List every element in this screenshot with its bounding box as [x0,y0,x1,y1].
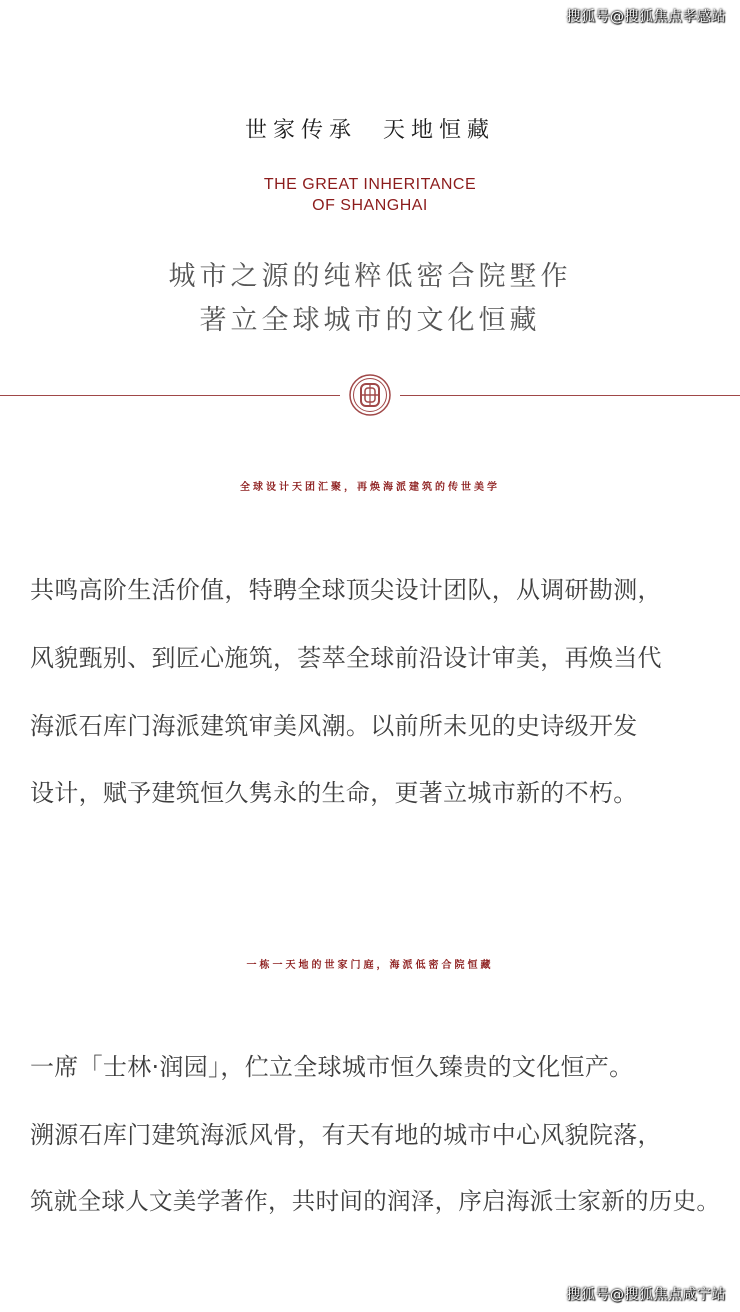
paragraph-line: 设计，赋予建筑恒久隽永的生命，更著立城市新的不朽。 [30,779,638,807]
emblem-icon [348,373,392,417]
watermark-bottom: 搜狐号@搜狐焦点咸宁站 [566,1287,726,1303]
section-heading-courtyard: 一栋一天地的世家门庭，海派低密合院恒藏 [246,960,494,971]
paragraph-line: 风貌甄别、到匠心施筑，荟萃全球前沿设计审美，再焕当代 [30,644,662,672]
hero-subtitle [0,174,740,216]
paragraph-line: 共鸣高阶生活价值，特聘全球顶尖设计团队，从调研勘测， [30,576,662,604]
tagline-line1: 城市之源的纯粹低密合院墅作 [168,261,572,292]
section-heading-design: 全球设计天团汇聚，再焕海派建筑的传世美学 [240,482,500,493]
paragraph-line: 溯源石库门建筑海派风骨，有天有地的城市中心风貌院落， [30,1121,662,1149]
watermark-top: 搜狐号@搜狐焦点孝感站 [566,9,726,25]
hero-subtitle-line1: THE GREAT INHERITANCE [263,176,477,193]
divider-line-left [0,395,340,396]
hero-subtitle-line2: OF SHANGHAI [312,197,428,214]
tagline-line2: 著立全球城市的文化恒藏 [199,305,541,336]
divider-line-right [400,395,740,396]
paragraph-line: 海派石库门海派建筑审美风潮。以前所未见的史诗级开发 [30,712,638,740]
hero-title: 世家传承 天地恒藏 [245,118,495,143]
ornamental-divider [0,373,740,419]
paragraph-line: 筑就全球人文美学著作，共时间的润泽，序启海派士家新的历史。 [30,1187,721,1215]
paragraph-line: 一席「士林·润园」，伫立全球城市恒久臻贵的文化恒产。 [30,1053,634,1081]
